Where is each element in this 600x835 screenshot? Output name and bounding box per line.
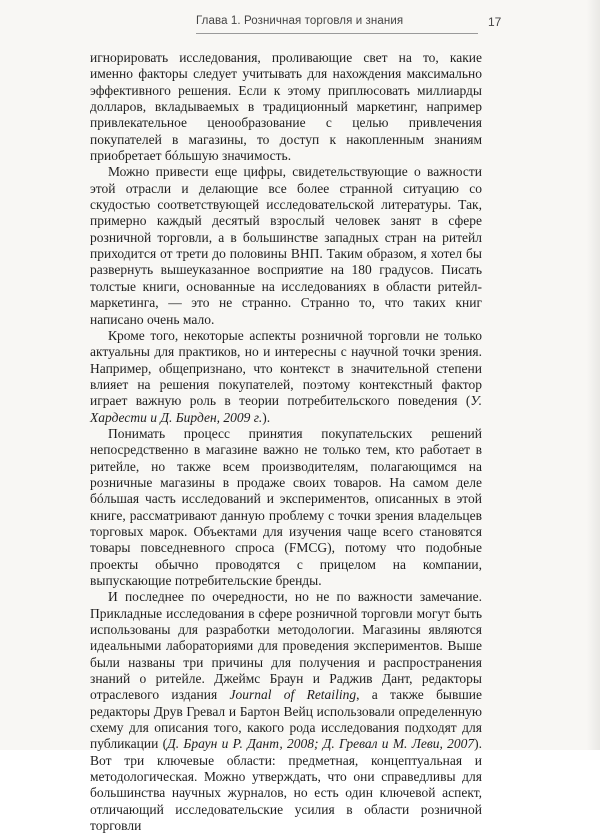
paragraph (90, 164, 482, 327)
text-segment: ). (262, 409, 271, 425)
paragraph (90, 426, 482, 589)
paragraph (90, 50, 482, 164)
text-segment: , а также бывшие редакторы Друв Гревал и Бартон Вейц использовали определенную схему для описания того, какого рода исследования подходят для публикации ( (90, 687, 482, 752)
chapter-title: Глава 1. Розничная торговля и знания (196, 15, 404, 27)
header-rule (196, 33, 478, 34)
italic-text-segment: У. Хардести и Д. Бирден, 2009 г. (90, 393, 482, 425)
page-number: 17 (488, 15, 502, 29)
text-segment: Можно привести еще цифры, свидетельствующие о важности этой отрасли и делающие все более странной ситуацию со скудостью соответствующей исследовательской литературы. Так, примерно каждый десятый взрослый человек занят в сфере розничной торговли, а в большинстве западных стран на ритейл приходится от трети до половины ВНП. Таким образом, я хотел бы развернуть вышеуказанное восприятие на 180 градусов. Писать толстые книги, основанные на исследованиях в области ритейл-маркетинга, — это не странно. Странно то, что таких книг написано очень мало. (90, 164, 482, 327)
italic-text-segment: Journal of Retailing (229, 687, 357, 703)
paragraph (90, 328, 482, 426)
body-text (90, 50, 483, 834)
text-segment: Понимать процесс принятия покупательских решений непосредственно в магазине важно не только тем, кто работает в ритейле, но также всем производителям, полагающимся на розничные магазины в продаже своих товаров. На самом деле бóльшая часть исследований и экспериментов, описанных в этой книге, рассматривают данную проблему с точки зрения владельцев торговых марок. Объектами для изучения чаще всего становятся товары повседневного спроса (FMCG), потому что подобные проекты обычно проводятся с прицелом на компании, выпускающие потребительские бренды. (90, 425, 482, 588)
running-header (0, 0, 600, 40)
page-edge-shadow (586, 0, 600, 750)
text-segment: ). Вот три ключевые области: предметная, концептуальная и методологическая. Можно утверждать, что они справедливы для большинства научных журналов, но есть один ключевой аспект, отличающий исследовательские усилия в области розничной торговли (90, 736, 483, 834)
text-segment: И последнее по очередности, но не по важности замечание. Прикладные исследования в сфере розничной торговли могут быть использованы для разработки методологии. Магазины являются идеальными лабораториями для проведения экспериментов. Выше были названы три причины для получения и распространения знаний о ритейле. Джеймс Браун и Раджив Дант, редакторы отраслевого издания (90, 589, 482, 703)
text-segment: Кроме того, некоторые аспекты розничной торговли не только актуальны для практиков, но и интересны с научной точки зрения. Например, общепризнано, что контекст в значительной степени влияет на решения покупателей, поэтому контекстный фактор играет важную роль в теории потребительского поведения ( (90, 327, 482, 409)
paragraph (90, 589, 482, 834)
text-segment: игнорировать исследования, проливающие свет на то, какие именно факторы следует учитывать для нахождения максимально эффективного решения. Если к этому приплюсовать миллиарды долларов, вкладываемых в традиционный маркетинг, например привлекательное ценообразование с целью привлечения покупателей в магазины, то доступ к накопленным знаниям приобретает бóльшую значимость. (90, 50, 482, 164)
italic-text-segment: Д. Браун и Р. Дант, 2008; Д. Гревал и М. Леви, 2007 (167, 736, 475, 752)
